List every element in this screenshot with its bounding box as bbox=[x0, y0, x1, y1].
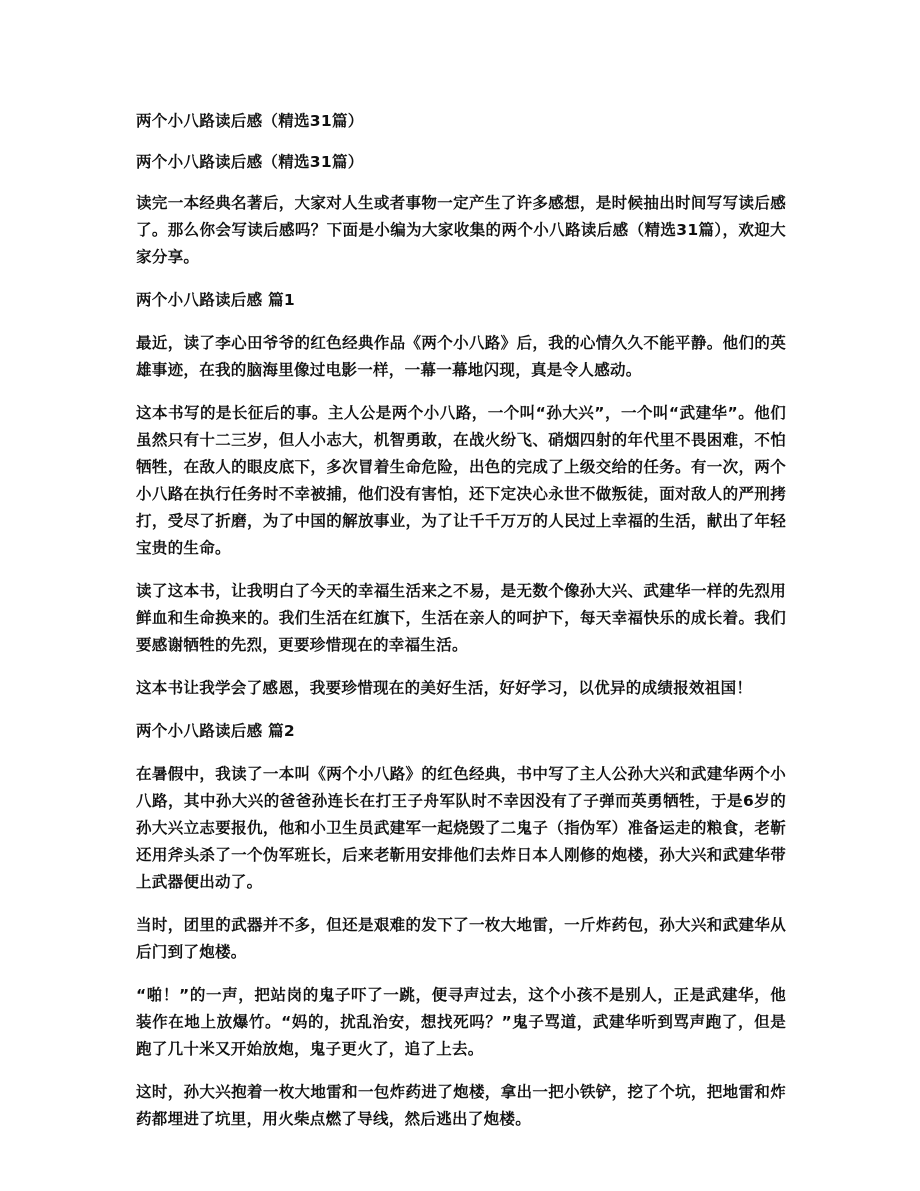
paragraph: 这本书写的是长征后的事。主人公是两个小八路，一个叫“孙大兴”，一个叫“武建华”。他们虽然只有十二三岁，但人小志大，机智勇敢，在战火纷飞、硝烟四射的年代里不畏困难，不怕牺牲，在敌人的眼皮底下，多次冒着生命危险，出色的完成了上级交给的任务。有一次，两个小八路在执行任务时不幸被捕，他们没有害怕，还下定决心永世不做叛徒，面对敌人的严刑拷打，受尽了折磨，为了中国的解放事业，为了让千千万万的人民过上幸福的生活，献出了年轻宝贵的生命。 bbox=[136, 404, 786, 557]
paragraph: 读了这本书，让我明白了今天的幸福生活来之不易，是无数个像孙大兴、武建华一样的先烈用鲜血和生命换来的。我们生活在红旗下，生活在亲人的呵护下，每天幸福快乐的成长着。我们要感谢牺牲的先烈，更要珍惜现在的幸福生活。 bbox=[136, 582, 786, 654]
document-subtitle: 两个小八路读后感（精选31篇） bbox=[136, 153, 364, 171]
paragraph: “啪！”的一声，把站岗的鬼子吓了一跳，便寻声过去，这个小孩不是别人，正是武建华，他装作在地上放爆竹。“妈的，扰乱治安，想找死吗？”鬼子骂道，武建华听到骂声跑了，但是跑了几十米又开始放炮，鬼子更火了，追了上去。 bbox=[136, 986, 786, 1058]
intro-paragraph: 读完一本经典名著后，大家对人生或者事物一定产生了许多感想，是时候抽出时间写写读后感了。那么你会写读后感吗？下面是小编为大家收集的两个小八路读后感（精选31篇），欢迎大家分享。 bbox=[136, 194, 786, 266]
paragraph: 最近，读了李心田爷爷的红色经典作品《两个小八路》后，我的心情久久不能平静。他们的英雄事迹，在我的脑海里像过电影一样，一幕一幕地闪现，真是令人感动。 bbox=[136, 334, 786, 379]
paragraph: 在暑假中，我读了一本叫《两个小八路》的红色经典，书中写了主人公孙大兴和武建华两个小八路，其中孙大兴的爸爸孙连长在打王子舟军队时不幸因没有了子弹而英勇牺牲，于是6岁的孙大兴立志要报仇，他和小卫生员武建军一起烧毁了二鬼子（指伪军）准备运走的粮食，老靳还用斧头杀了一个伪军班长，后来老靳用安排他们去炸日本人刚修的炮楼，孙大兴和武建华带上武器便出动了。 bbox=[136, 765, 786, 891]
section-heading: 两个小八路读后感 篇2 bbox=[136, 722, 295, 740]
paragraph: 这本书让我学会了感恩，我要珍惜现在的美好生活，好好学习，以优异的成绩报效祖国！ bbox=[136, 679, 753, 697]
document-page bbox=[136, 108, 786, 1149]
paragraph: 当时，团里的武器并不多，但还是艰难的发下了一枚大地雷，一斤炸药包，孙大兴和武建华从后门到了炮楼。 bbox=[136, 916, 786, 961]
section-heading: 两个小八路读后感 篇1 bbox=[136, 291, 295, 309]
document-title: 两个小八路读后感（精选31篇） bbox=[136, 112, 364, 130]
paragraph: 这时，孙大兴抱着一枚大地雷和一包炸药进了炮楼，拿出一把小铁铲，挖了个坑，把地雷和炸药都埋进了坑里，用火柴点燃了导线，然后逃出了炮楼。 bbox=[136, 1083, 786, 1128]
